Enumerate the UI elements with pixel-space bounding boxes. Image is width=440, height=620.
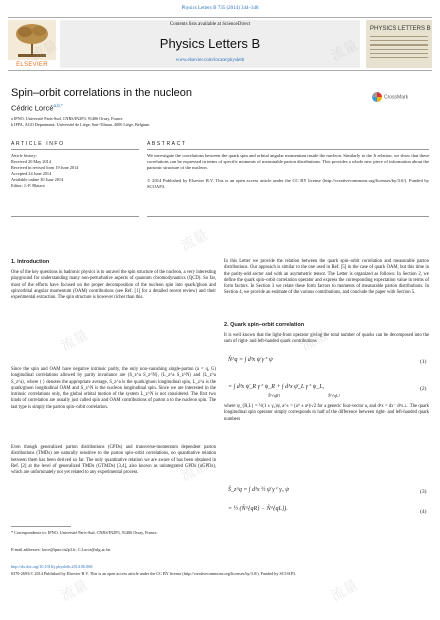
crossmark-badge[interactable] xyxy=(372,92,408,102)
abstract-copyright[interactable]: © 2014 Published by Elsevier B.V. This is an open access article under the CC BY license (http://creativecommons.org/licenses/by/3.0/). Funded by SCOAP3. xyxy=(147,178,429,190)
equation-4: = ½ (N̂^{qR} − N̂^{qL}). xyxy=(228,506,288,512)
paragraph: Since the spin and OAM have negative intrinsic parity, the only non-vanishing single-parton (a = q, G) longitudinal correlations allowed by parity invariance are ⟨S_z^a S_z^N⟩, ⟨L_z^a S_z^N⟩ and ⟨L_z^a S_z^a⟩, where ⟨ ⟩ denotes the appropriate average, S_z^a is the quark/gluon longitudinal spin, L_z^a is the quark/gluon longitudinal OAM and S_z^N is the nucleon longitudinal spin. Since we are interested in the intrinsic correlations only, the global orbital motion of the system L_z^N is not considered. The first two kinds of correlation are usually just called spin and OAM contributions of parton a to the nucleon spin. The last type is simply the parton spin–orbit correlation. xyxy=(11,367,216,410)
divider xyxy=(147,149,429,150)
article-history xyxy=(11,153,139,189)
contents-line[interactable]: Contents lists available at ScienceDirect xyxy=(169,22,251,27)
watermark: 流量 xyxy=(58,577,91,605)
equation-underbrace-label: N̂^{qL} xyxy=(328,393,340,398)
history-received: Received 20 May 2014 xyxy=(11,159,51,164)
equation-number: (2) xyxy=(420,386,427,392)
affiliation-a: a IPNO, Université Paris-Sud, CNRS/IN2P3, 91406 Orsay, France xyxy=(11,116,123,121)
paragraph: One of the key questions in hadronic physics is to unravel the spin structure of the nucleon, a very interesting playground for understanding many non-perturbative aspects of quantum chromodynamics (QCD). So far, most of the efforts have focused on the proper decomposition of the nucleon spin into quark/gluon and spin/orbital angular momentum (OAM) contributions (see Ref. [1] for a detailed recent review) and their experimental extraction. The spin structure is however richer than this. xyxy=(11,270,216,301)
equation-3: Ŝ_z^q = ∫ d³x ½ ψ̄ γ⁺ γ₅ ψ xyxy=(228,487,289,493)
article-info-heading: ARTICLE INFO xyxy=(11,141,65,147)
paragraph: where ψ_{R,L} = ½(1 ± γ₅)ψ, a^± = (a⁰ ± a³)/√2 for a generic four-vector a, and d³x = dx⁻ d²x⊥. The quark longitudinal spin operator simply corresponds to half of the difference between right- and left-handed quark numbers xyxy=(224,404,429,422)
elsevier-wordmark: ELSEVIER xyxy=(16,62,48,68)
footnote-divider xyxy=(11,526,71,527)
journal-masthead xyxy=(8,17,432,71)
author-line xyxy=(11,103,63,113)
equation-number: (4) xyxy=(420,509,427,515)
watermark: 流量 xyxy=(178,457,211,485)
correspondence-footnote: * Correspondence to: IPNO, Université Paris-Sud, CNRS/IN2P3, 91406 Orsay, France. xyxy=(11,530,158,535)
paragraph: It is well known that the light-front operator giving the total number of quarks can be decomposed into the sum of right- and left-handed quark contributions xyxy=(224,333,429,345)
cover-title: PHYSICS LETTERS B xyxy=(370,26,431,32)
history-label: Article history: xyxy=(11,153,38,158)
journal-cover xyxy=(366,20,432,68)
watermark: 流量 xyxy=(298,327,331,355)
equation-1: N̂^q = ∫ d³x ψ̄ γ⁺ ψ xyxy=(228,357,273,363)
watermark: 流量 xyxy=(58,327,91,355)
divider xyxy=(11,149,139,150)
author-superscript[interactable]: a,b,* xyxy=(53,103,63,108)
paragraph: Even though generalized parton distributions (GPDs) and transverse-momentum dependent parton distributions (TMDs) are naturally sensitive to the parton spin–orbit correlations, no quantitative relation between them has been derived so far. The only quantitative relation we are aware of has been obtained in Ref. [2] at the level of generalized TMDs (GTMDs) [3,4], also known as unintegrated GPDs (uGPDs), which are unfortunately not yet related to any experimental process. xyxy=(11,445,216,476)
crossmark-icon xyxy=(372,92,382,102)
watermark: 流量 xyxy=(328,577,361,605)
abstract-text: We investigate the correlations between the quark spin and orbital angular momentum inside the nucleon. Similarly to the Ji relation, we show that these correlations can be expressed in terms of specific moments of measurable parton distributions. This provides a whole new piece of information about the partonic structure of the nucleon. xyxy=(147,153,429,171)
watermark: 流量 xyxy=(328,37,361,65)
doi-link[interactable]: http://dx.doi.org/10.1016/j.physletb.2014.06.068 xyxy=(11,564,93,569)
crossmark-label: CrossMark xyxy=(384,94,409,101)
masthead-banner xyxy=(60,20,360,68)
equation-2: = ∫ d³x ψ̄_R γ⁺ ψ_R + ∫ d³x ψ̄_L γ⁺ ψ_L, xyxy=(228,384,325,390)
cover-decoration xyxy=(370,36,428,61)
article-title: Spin–orbit correlations in the nucleon xyxy=(11,87,193,99)
history-accepted: Accepted 24 June 2014 xyxy=(11,171,52,176)
paragraph: In this Letter we provide the relation between the quark spin–orbit correlation and measurable parton distributions. Our approach is similar to the one used in Ref. [5] in the case of quark OAM, but this time in the parity-odd sector and with an asymmetric tensor. The Letter is organized as follows: In Section 2, we define the quark spin–orbit correlation operator and express the corresponding expectation value in terms of form factors. In Section 3 we relate these form factors to moments of measurable parton distributions. In Section 4, we provide an estimate of the various contributions, and conclude the paper with Section 5. xyxy=(224,259,429,296)
equation-underbrace-label: N̂^{qR} xyxy=(268,393,280,398)
affiliation-b: b IFPA, AGO Department, Université de Liège, Sart-Tilman, 4000 Liège, Belgium xyxy=(11,122,150,127)
divider xyxy=(147,216,429,217)
journal-homepage-link[interactable]: www.elsevier.com/locate/physletb xyxy=(175,58,245,63)
history-revised: Received in revised form 19 June 2014 xyxy=(11,165,79,170)
author-name: Cédric Lorcé xyxy=(11,103,54,113)
email-footnote[interactable]: E-mail addresses: lorce@ipno.in2p3.fr, C.Lorce@ulg.ac.be. xyxy=(11,547,112,552)
issn-license-line[interactable]: 0370-2693/© 2014 Published by Elsevier B.V. This is an open access article under the CC BY license (http://creativecommons.org/licenses/by/3.0/). Funded by SCOAP3. xyxy=(11,571,297,576)
history-online: Available online 30 June 2014 xyxy=(11,177,64,182)
equation-number: (1) xyxy=(420,359,427,365)
watermark: 流量 xyxy=(178,227,211,255)
abstract-heading: ABSTRACT xyxy=(147,141,187,147)
section-heading-introduction: 1. Introduction xyxy=(11,259,50,265)
journal-title: Physics Letters B xyxy=(159,36,261,51)
section-heading-quark-spin-orbit: 2. Quark spin–orbit correlation xyxy=(224,322,305,328)
history-editor: Editor: J.-P. Blaizot xyxy=(11,183,45,188)
divider xyxy=(11,216,139,217)
watermark: 流量 xyxy=(28,37,61,65)
equation-number: (3) xyxy=(420,489,427,495)
journal-reference[interactable]: Physics Letters B 735 (2014) 344–348 xyxy=(181,6,259,11)
